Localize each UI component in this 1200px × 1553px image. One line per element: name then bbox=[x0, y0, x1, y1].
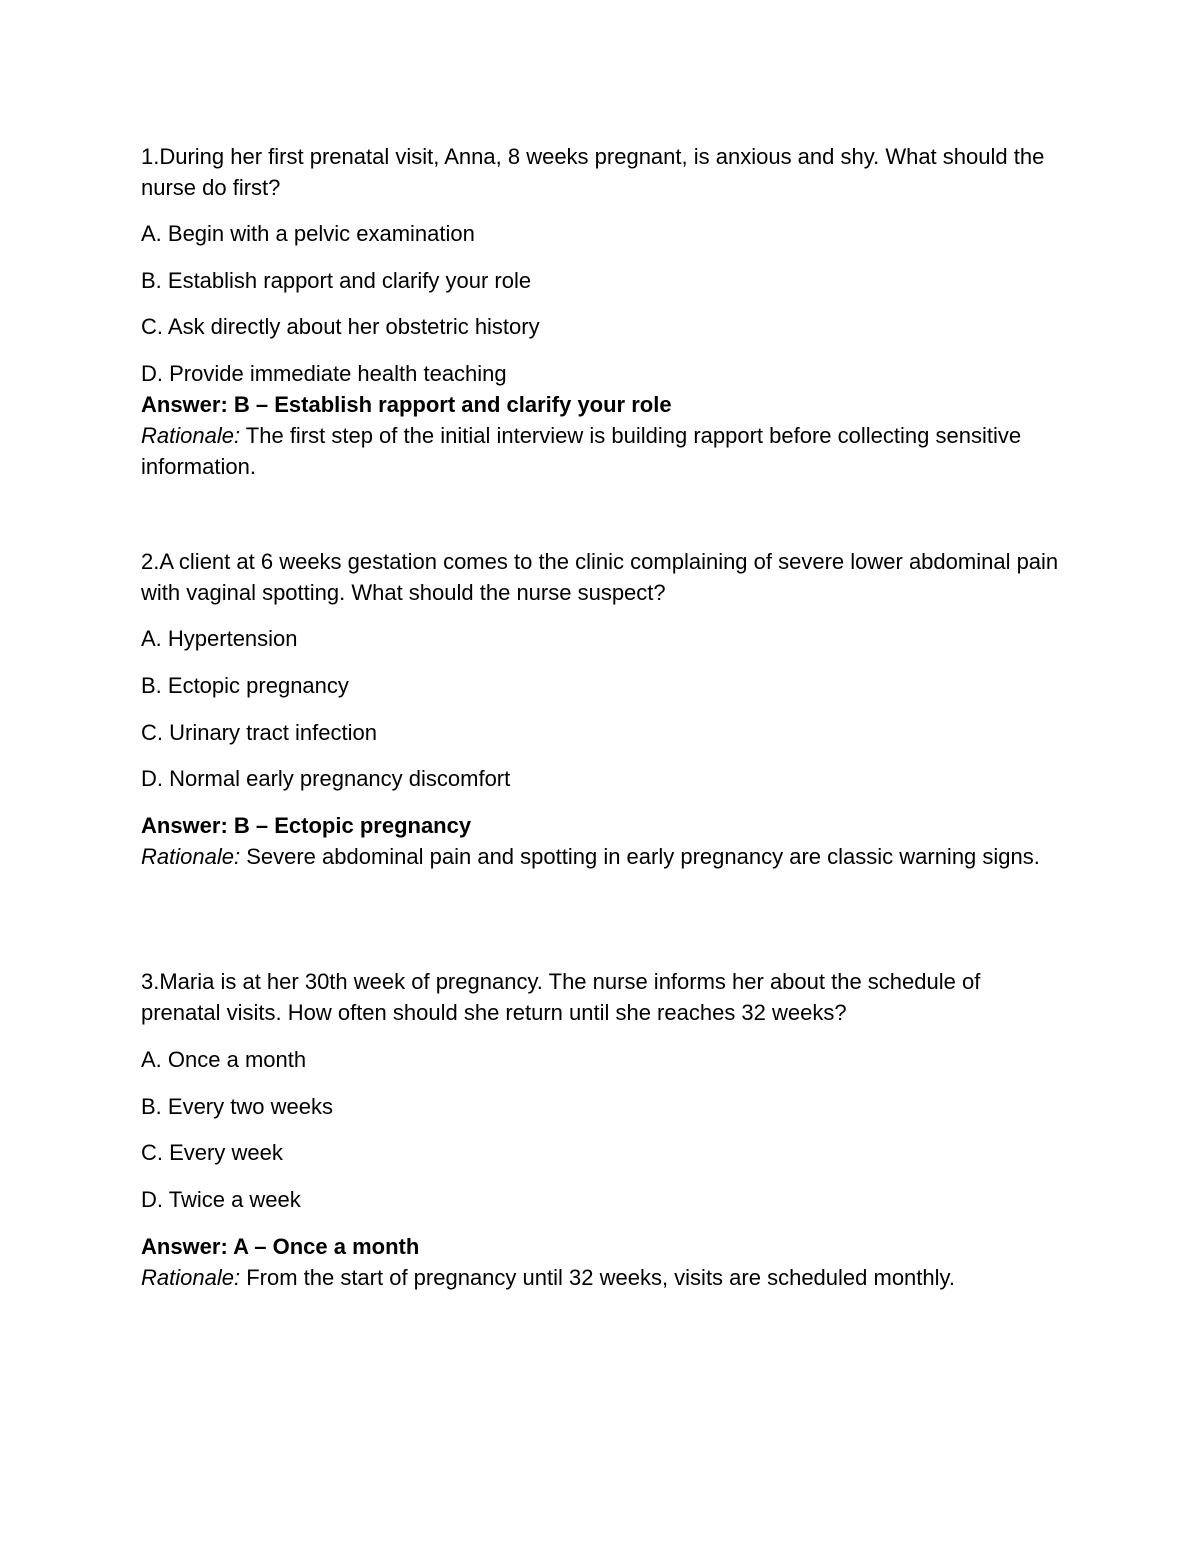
question-block-1 bbox=[141, 141, 1061, 479]
rationale-text: Severe abdominal pain and spotting in early pregnancy are classic warning signs. bbox=[240, 844, 1040, 869]
option-b: B. Every two weeks bbox=[141, 1094, 333, 1119]
rationale bbox=[141, 841, 1051, 872]
option-c: C. Every week bbox=[141, 1140, 283, 1165]
answer-line: Answer: B – Establish rapport and clarify your role bbox=[141, 392, 672, 417]
question-prompt: 1.During her first prenatal visit, Anna, 8 weeks pregnant, is anxious and shy. What should the nurse do first? bbox=[141, 144, 1045, 200]
question-prompt: 2.A client at 6 weeks gestation comes to the clinic complaining of severe lower abdominal pain with vaginal spotting. What should the nurse suspect? bbox=[141, 549, 1059, 605]
option-b: B. Establish rapport and clarify your role bbox=[141, 268, 532, 293]
rationale-text: From the start of pregnancy until 32 weeks, visits are scheduled monthly. bbox=[240, 1265, 956, 1290]
rationale bbox=[141, 1262, 1051, 1293]
option-a: A. Begin with a pelvic examination bbox=[141, 221, 475, 246]
rationale-label: Rationale: bbox=[141, 423, 241, 448]
option-d: D. Twice a week bbox=[141, 1187, 301, 1212]
answer-line: Answer: A – Once a month bbox=[141, 1234, 420, 1259]
option-d: D. Provide immediate health teaching bbox=[141, 361, 507, 386]
option-c: C. Ask directly about her obstetric history bbox=[141, 314, 540, 339]
rationale-label: Rationale: bbox=[141, 1265, 241, 1290]
option-d: D. Normal early pregnancy discomfort bbox=[141, 766, 511, 791]
option-b: B. Ectopic pregnancy bbox=[141, 673, 349, 698]
rationale-text: The first step of the initial interview is building rapport before collecting sensitive information. bbox=[141, 423, 1022, 479]
question-block-3 bbox=[141, 966, 1061, 1290]
option-c: C. Urinary tract infection bbox=[141, 720, 377, 745]
option-a: A. Once a month bbox=[141, 1047, 307, 1072]
option-a: A. Hypertension bbox=[141, 626, 298, 651]
rationale bbox=[141, 420, 1051, 482]
answer-line: Answer: B – Ectopic pregnancy bbox=[141, 813, 472, 838]
rationale-label: Rationale: bbox=[141, 844, 241, 869]
question-prompt: 3.Maria is at her 30th week of pregnancy. The nurse informs her about the schedule of prenatal visits. How often should she return until she reaches 32 weeks? bbox=[141, 969, 981, 1025]
question-block-2 bbox=[141, 546, 1061, 869]
